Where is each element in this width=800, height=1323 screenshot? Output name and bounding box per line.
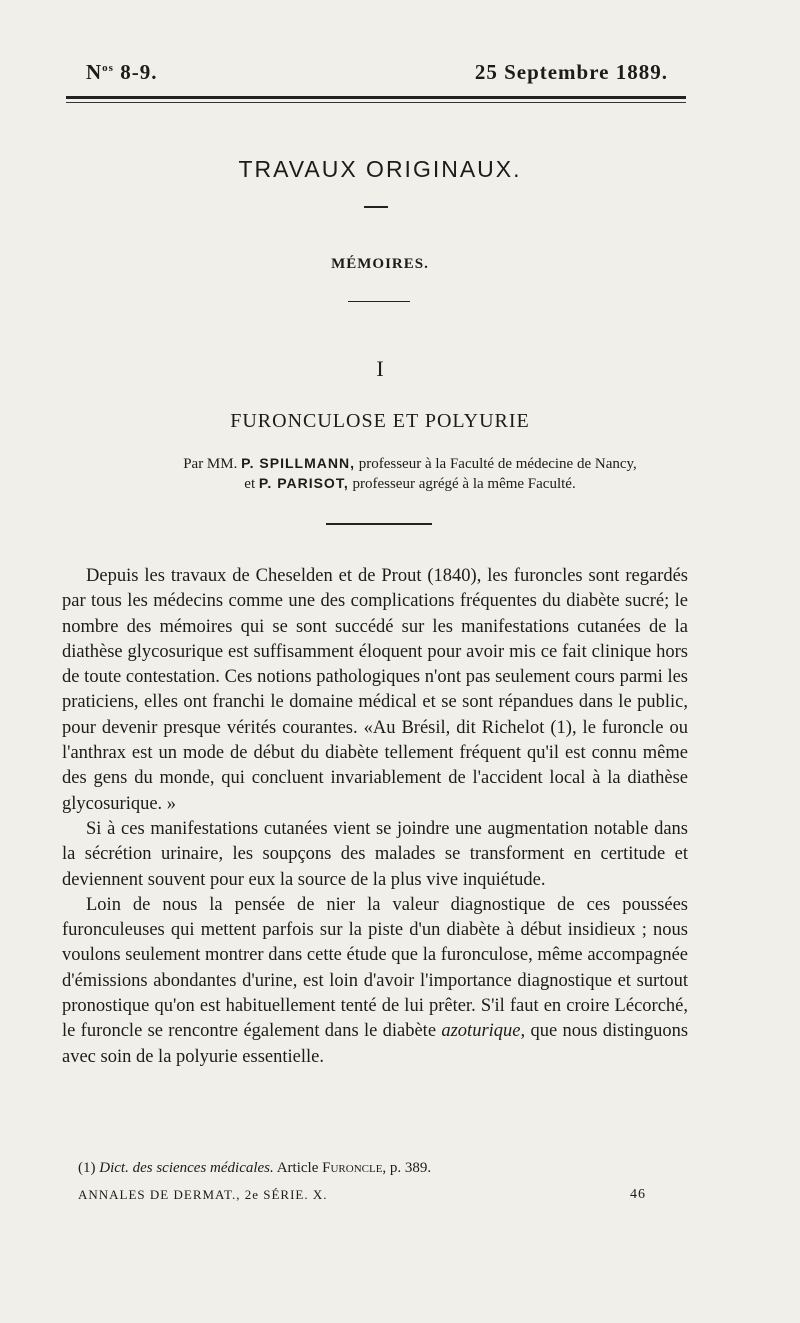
paragraph: Loin de nous la pensée de nier la valeur diagnostique de ces poussées furonculeuses qui mettent parfois sur la piste d'un diabète à début insidieux ; nous voulons seulement montrer dans cette étude que la furonculose, même accompagnée d'émissions abondantes d'urine, est loin d'avoir l'importance diagnostique et surtout pronostique qu'on est habituellement tenté de lui prêter. S'il faut en croire Lécorché, le furoncle se rencontre également dans le diabète azoturique, que nous distinguons avec soin de la polyurie essentielle. xyxy=(62,894,689,1067)
header-rule-thick xyxy=(66,96,686,99)
title-divider xyxy=(364,206,388,208)
running-header xyxy=(86,60,668,90)
byline-divider xyxy=(326,523,432,525)
author-line-1: Par MM. P. SPILLMANN, professeur à la Faculté de médecine de Nancy, xyxy=(183,455,637,472)
paragraph: Si à ces manifestations cutanées vient se joindre une augmentation notable dans la sécrétion urinaire, les soupçons des malades se transforment en certitude et deviennent souvent pour eux la source de la plus vive inquiétude. xyxy=(62,818,688,890)
issue-number: $N^{os}$ 8-9. xyxy=(86,60,158,84)
article-title: FURONCULOSE ET POLYURIE xyxy=(230,410,530,432)
section-title: TRAVAUX ORIGINAUX. xyxy=(238,156,522,182)
header-rule-thin xyxy=(66,102,686,103)
journal-signature: ANNALES DE DERMAT., 2e SÉRIE. X. xyxy=(78,1187,328,1202)
subsection-heading: MÉMOIRES. xyxy=(331,256,429,272)
issue-date: 25 Septembre 1889. xyxy=(474,60,668,84)
page-number: 46 xyxy=(630,1187,646,1202)
article-number: I xyxy=(376,356,384,381)
page-footer xyxy=(78,1187,646,1203)
footnote: (1) Dict. des sciences médicales. Article Furoncle, p. 389. xyxy=(78,1160,432,1176)
author-name: P. PARISOT, xyxy=(258,475,349,491)
author-name: P. SPILLMANN, xyxy=(241,455,355,471)
author-line-2: et P. PARISOT, professeur agrégé à la même Faculté. xyxy=(244,475,576,492)
article-body xyxy=(62,564,688,1070)
paragraph: Depuis les travaux de Cheselden et de Prout (1840), les furoncles sont regardés par tous les médecins comme une des complications fréquentes du diabète sucré; le nombre des mémoires qui se sont succédé sur les manifestations cutanées de la diathèse glycosurique est suffisamment éloquent pour avoir mis ce fait clinique hors de toute contestation. Ces notions pathologiques n'ont pas seulement cours parmi les praticiens, elles ont franchi le domaine médical et se sont répandues dans le public, pour devenir presque vérités courantes. «Au Brésil, dit Richelot (1), le furoncle ou l'anthrax est un mode de début du diabète tellement fréquent qu'il est connu même des gens du monde, qui concluent invariablement de l'accident local à la diathèse glycosurique. » xyxy=(62,566,688,814)
subsection-divider xyxy=(348,301,410,302)
